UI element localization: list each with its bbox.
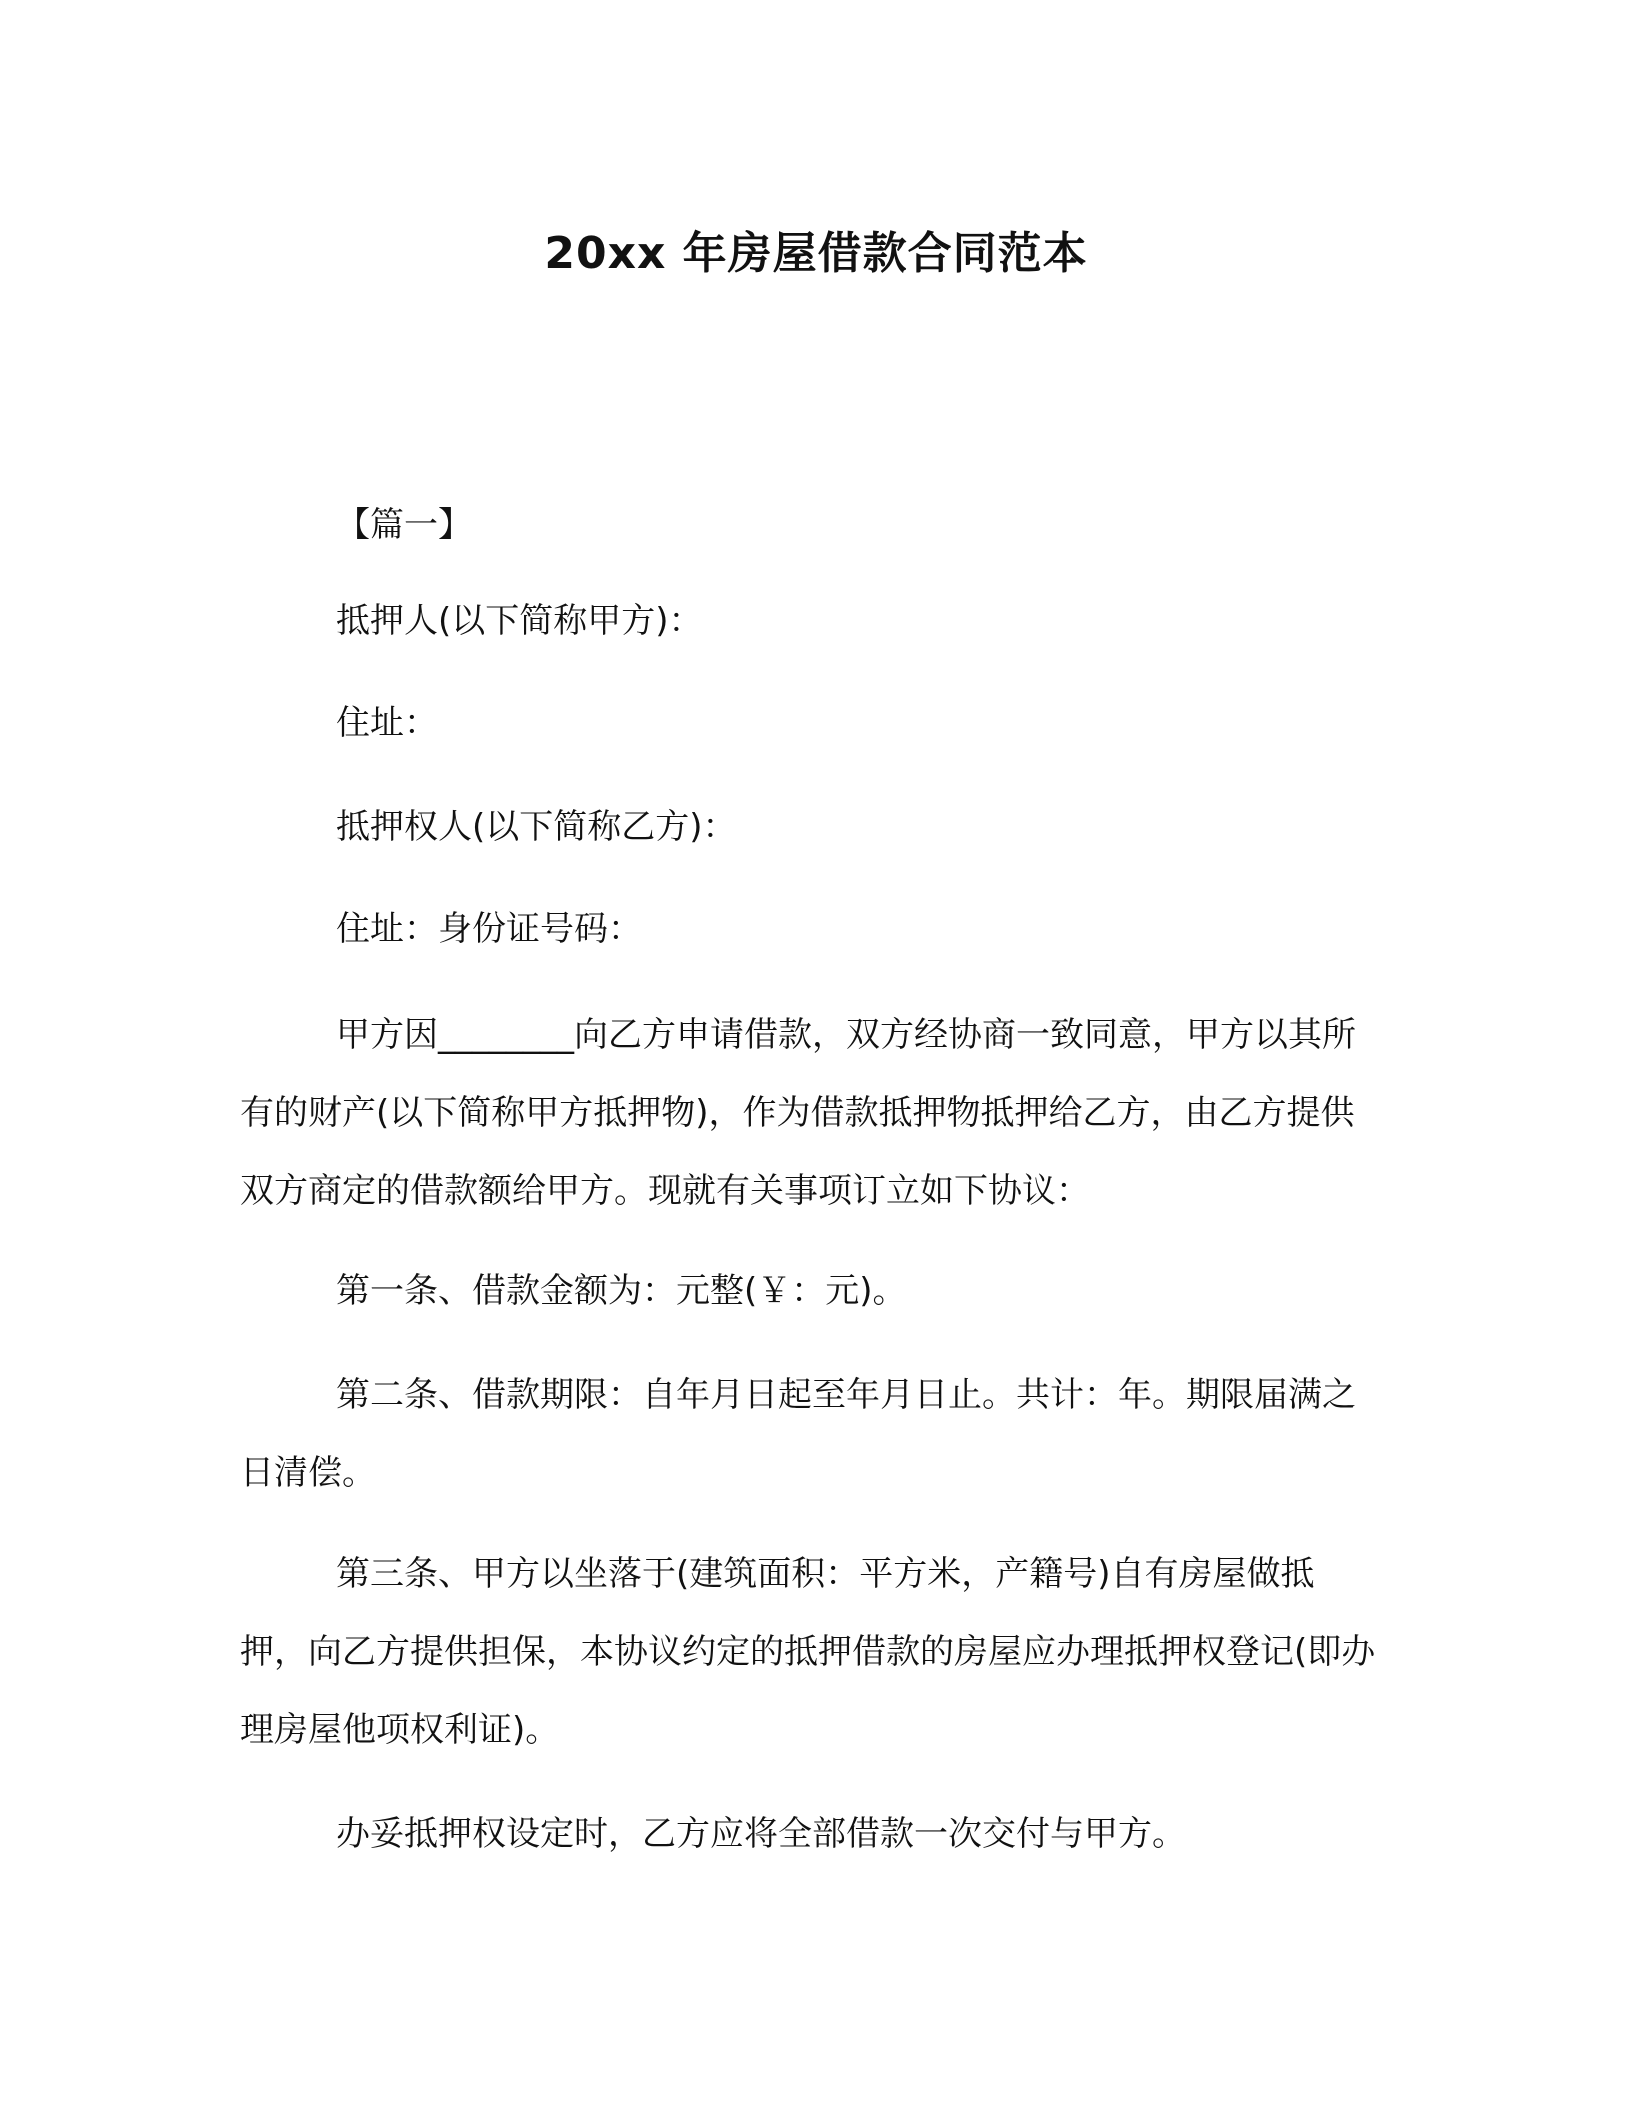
mortgagor-line: 抵押人(以下简称甲方)： xyxy=(336,601,703,641)
section-label: 【篇一】 xyxy=(336,505,472,545)
loan-delivery-paragraph: 办妥抵押权设定时，乙方应将全部借款一次交付与甲方。 xyxy=(336,1814,1186,1854)
article-3-paragraph: 第三条、甲方以坐落于(建筑面积：平方米，产籍号)自有房屋做抵押，向乙方提供担保，本协议约定的抵押借款的房屋应办理抵押权登记(即办理房屋他项权利证)。 xyxy=(240,1554,1376,1750)
document-title: 20xx 年房屋借款合同范本 xyxy=(544,228,1088,279)
article-1-paragraph: 第一条、借款金额为：元整(￥：元)。 xyxy=(336,1271,907,1311)
mortgagor-address-line: 住址： xyxy=(336,703,438,743)
article-2-paragraph: 第二条、借款期限：自年月日起至年月日止。共计：年。期限届满之日清偿。 xyxy=(240,1375,1356,1493)
agreement-intro-paragraph: 甲方因________向乙方申请借款，双方经协商一致同意，甲方以其所有的财产(以下简称甲方抵押物)，作为借款抵押物抵押给乙方，由乙方提供双方商定的借款额给甲方。现就有关事项订立如下协议： xyxy=(240,1015,1356,1211)
mortgagee-line: 抵押权人(以下简称乙方)： xyxy=(336,807,737,847)
mortgagee-address-id-line: 住址：身份证号码： xyxy=(336,909,642,949)
